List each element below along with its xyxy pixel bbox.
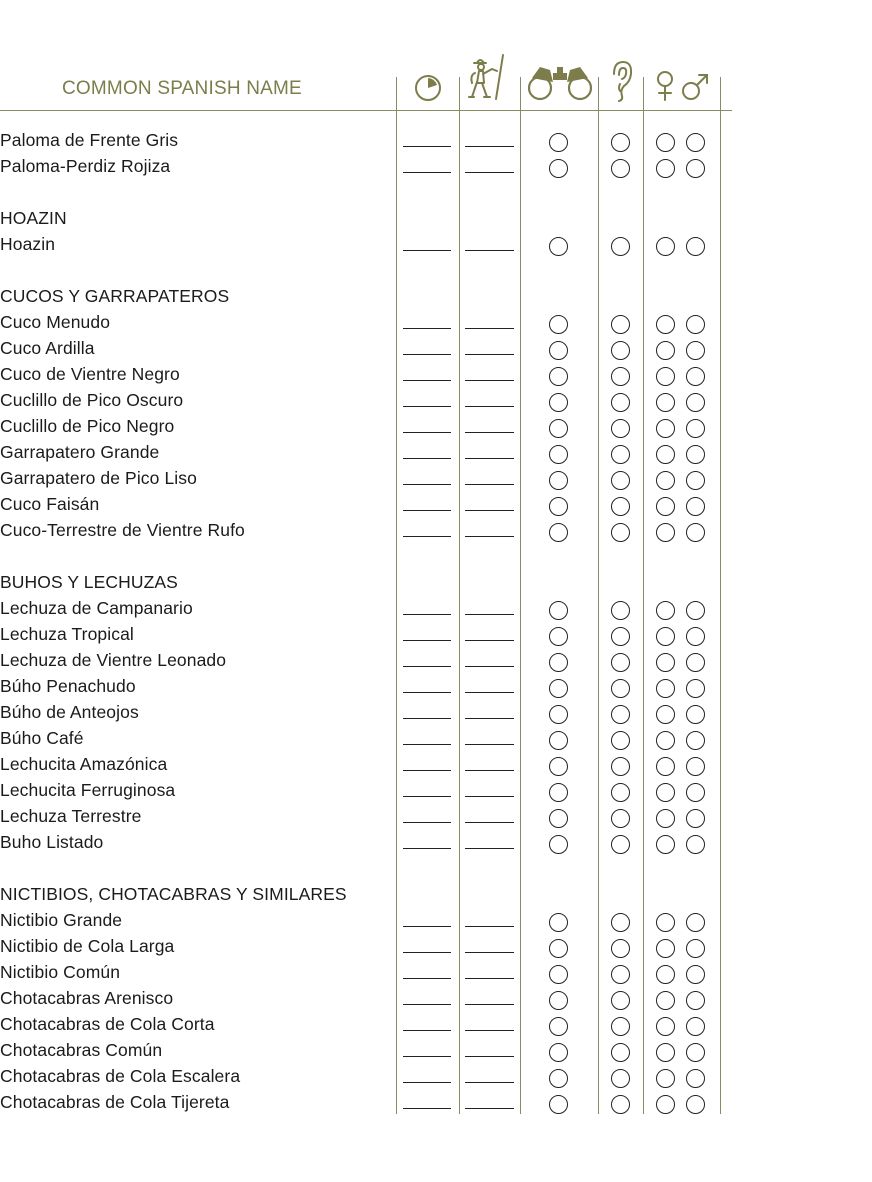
female-checkbox[interactable] xyxy=(656,1043,675,1062)
male-checkbox[interactable] xyxy=(686,731,705,750)
seen-checkbox[interactable] xyxy=(549,445,568,464)
species-row xyxy=(0,440,732,466)
species-row xyxy=(0,492,732,518)
location-blank[interactable] xyxy=(465,354,514,355)
male-checkbox[interactable] xyxy=(686,783,705,802)
group-header-row xyxy=(0,570,732,596)
location-blank[interactable] xyxy=(465,666,514,667)
species-row xyxy=(0,804,732,830)
female-checkbox[interactable] xyxy=(656,809,675,828)
heard-checkbox[interactable] xyxy=(611,1095,630,1114)
species-row xyxy=(0,700,732,726)
female-checkbox[interactable] xyxy=(656,237,675,256)
species-name: Lechucita Amazónica xyxy=(0,754,168,774)
female-checkbox[interactable] xyxy=(656,419,675,438)
male-checkbox[interactable] xyxy=(686,601,705,620)
species-row xyxy=(0,726,732,752)
species-name: Búho Penachudo xyxy=(0,676,136,696)
location-blank[interactable] xyxy=(465,718,514,719)
seen-checkbox[interactable] xyxy=(549,367,568,386)
species-row xyxy=(0,310,732,336)
ear-icon xyxy=(609,60,635,104)
female-checkbox[interactable] xyxy=(656,679,675,698)
heard-checkbox[interactable] xyxy=(611,237,630,256)
female-checkbox[interactable] xyxy=(656,1095,675,1114)
male-icon xyxy=(680,72,712,102)
seen-checkbox[interactable] xyxy=(549,341,568,360)
heard-checkbox[interactable] xyxy=(611,783,630,802)
male-checkbox[interactable] xyxy=(686,315,705,334)
time-blank[interactable] xyxy=(403,172,451,173)
location-blank[interactable] xyxy=(465,510,514,511)
location-blank[interactable] xyxy=(465,692,514,693)
species-row xyxy=(0,1090,732,1116)
heard-checkbox[interactable] xyxy=(611,991,630,1010)
location-blank[interactable] xyxy=(465,484,514,485)
seen-checkbox[interactable] xyxy=(549,471,568,490)
heard-checkbox[interactable] xyxy=(611,939,630,958)
species-name: Lechucita Ferruginosa xyxy=(0,780,176,800)
female-checkbox[interactable] xyxy=(656,653,675,672)
species-row xyxy=(0,622,732,648)
species-name: Nictibio Común xyxy=(0,962,121,982)
seen-checkbox[interactable] xyxy=(549,159,568,178)
heard-checkbox[interactable] xyxy=(611,1043,630,1062)
time-blank[interactable] xyxy=(403,666,451,667)
heard-checkbox[interactable] xyxy=(611,315,630,334)
female-checkbox[interactable] xyxy=(656,1069,675,1088)
time-blank[interactable] xyxy=(403,146,451,147)
species-row xyxy=(0,232,732,258)
species-name: Cuclillo de Pico Negro xyxy=(0,416,175,436)
female-checkbox[interactable] xyxy=(656,497,675,516)
seen-checkbox[interactable] xyxy=(549,809,568,828)
female-checkbox[interactable] xyxy=(656,367,675,386)
species-name: Chotacabras Arenisco xyxy=(0,988,174,1008)
male-checkbox[interactable] xyxy=(686,1095,705,1114)
species-name: Cuclillo de Pico Oscuro xyxy=(0,390,184,410)
seen-checkbox[interactable] xyxy=(549,419,568,438)
species-row xyxy=(0,414,732,440)
location-blank[interactable] xyxy=(465,536,514,537)
time-blank[interactable] xyxy=(403,250,451,251)
male-checkbox[interactable] xyxy=(686,497,705,516)
heard-checkbox[interactable] xyxy=(611,809,630,828)
location-blank[interactable] xyxy=(465,796,514,797)
time-blank[interactable] xyxy=(403,1108,451,1109)
group-header-row xyxy=(0,882,732,908)
time-blank[interactable] xyxy=(403,978,451,979)
location-blank[interactable] xyxy=(465,926,514,927)
species-name: Chotacabras de Cola Tijereta xyxy=(0,1092,230,1112)
time-blank[interactable] xyxy=(403,328,451,329)
time-blank[interactable] xyxy=(403,406,451,407)
species-row xyxy=(0,466,732,492)
female-checkbox[interactable] xyxy=(656,965,675,984)
seen-checkbox[interactable] xyxy=(549,1095,568,1114)
male-checkbox[interactable] xyxy=(686,445,705,464)
location-blank[interactable] xyxy=(465,1004,514,1005)
female-checkbox[interactable] xyxy=(656,913,675,932)
male-checkbox[interactable] xyxy=(686,965,705,984)
female-checkbox[interactable] xyxy=(656,133,675,152)
heard-checkbox[interactable] xyxy=(611,393,630,412)
location-blank[interactable] xyxy=(465,380,514,381)
heard-checkbox[interactable] xyxy=(611,445,630,464)
group-name: NICTIBIOS, CHOTACABRAS Y SIMILARES xyxy=(0,884,347,904)
seen-checkbox[interactable] xyxy=(549,1043,568,1062)
species-row xyxy=(0,778,732,804)
male-checkbox[interactable] xyxy=(686,653,705,672)
male-checkbox[interactable] xyxy=(686,1017,705,1036)
male-checkbox[interactable] xyxy=(686,991,705,1010)
location-blank[interactable] xyxy=(465,432,514,433)
seen-checkbox[interactable] xyxy=(549,393,568,412)
time-blank[interactable] xyxy=(403,432,451,433)
seen-checkbox[interactable] xyxy=(549,991,568,1010)
species-name: Buho Listado xyxy=(0,832,104,852)
heard-checkbox[interactable] xyxy=(611,341,630,360)
species-name: Búho de Anteojos xyxy=(0,702,139,722)
seen-checkbox[interactable] xyxy=(549,731,568,750)
male-checkbox[interactable] xyxy=(686,627,705,646)
heard-checkbox[interactable] xyxy=(611,757,630,776)
female-checkbox[interactable] xyxy=(656,627,675,646)
male-checkbox[interactable] xyxy=(686,1043,705,1062)
species-name: Lechuza de Vientre Leonado xyxy=(0,650,227,670)
female-checkbox[interactable] xyxy=(656,471,675,490)
female-checkbox[interactable] xyxy=(656,393,675,412)
group-name: HOAZIN xyxy=(0,208,67,228)
species-name: Lechuza Tropical xyxy=(0,624,134,644)
species-row xyxy=(0,674,732,700)
heard-checkbox[interactable] xyxy=(611,653,630,672)
seen-checkbox[interactable] xyxy=(549,939,568,958)
time-blank[interactable] xyxy=(403,848,451,849)
heard-checkbox[interactable] xyxy=(611,705,630,724)
species-row xyxy=(0,596,732,622)
species-row xyxy=(0,960,732,986)
female-checkbox[interactable] xyxy=(656,601,675,620)
male-checkbox[interactable] xyxy=(686,913,705,932)
location-blank[interactable] xyxy=(465,250,514,251)
species-row xyxy=(0,1038,732,1064)
species-row xyxy=(0,648,732,674)
female-checkbox[interactable] xyxy=(656,523,675,542)
location-blank[interactable] xyxy=(465,172,514,173)
species-row xyxy=(0,388,732,414)
seen-checkbox[interactable] xyxy=(549,315,568,334)
male-checkbox[interactable] xyxy=(686,393,705,412)
group-name: BUHOS Y LECHUZAS xyxy=(0,572,178,592)
female-checkbox[interactable] xyxy=(656,783,675,802)
heard-checkbox[interactable] xyxy=(611,679,630,698)
male-checkbox[interactable] xyxy=(686,835,705,854)
male-checkbox[interactable] xyxy=(686,133,705,152)
male-checkbox[interactable] xyxy=(686,523,705,542)
time-blank[interactable] xyxy=(403,1030,451,1031)
seen-checkbox[interactable] xyxy=(549,913,568,932)
time-blank[interactable] xyxy=(403,458,451,459)
male-checkbox[interactable] xyxy=(686,809,705,828)
clock-icon xyxy=(413,73,443,103)
group-header-row xyxy=(0,284,732,310)
species-row xyxy=(0,362,732,388)
time-blank[interactable] xyxy=(403,536,451,537)
seen-checkbox[interactable] xyxy=(549,133,568,152)
location-blank[interactable] xyxy=(465,328,514,329)
group-header-row xyxy=(0,206,732,232)
heard-checkbox[interactable] xyxy=(611,627,630,646)
species-row xyxy=(0,336,732,362)
species-row xyxy=(0,752,732,778)
seen-checkbox[interactable] xyxy=(549,627,568,646)
time-blank[interactable] xyxy=(403,614,451,615)
location-blank[interactable] xyxy=(465,406,514,407)
location-blank[interactable] xyxy=(465,848,514,849)
species-name: Cuco-Terrestre de Vientre Rufo xyxy=(0,520,245,540)
seen-checkbox[interactable] xyxy=(549,757,568,776)
male-checkbox[interactable] xyxy=(686,1069,705,1088)
group-name: CUCOS Y GARRAPATEROS xyxy=(0,286,230,306)
time-blank[interactable] xyxy=(403,640,451,641)
heard-checkbox[interactable] xyxy=(611,133,630,152)
time-blank[interactable] xyxy=(403,484,451,485)
time-blank[interactable] xyxy=(403,744,451,745)
heard-checkbox[interactable] xyxy=(611,497,630,516)
species-row xyxy=(0,128,732,154)
heard-checkbox[interactable] xyxy=(611,965,630,984)
female-checkbox[interactable] xyxy=(656,1017,675,1036)
male-checkbox[interactable] xyxy=(686,705,705,724)
species-row xyxy=(0,934,732,960)
location-blank[interactable] xyxy=(465,640,514,641)
time-blank[interactable] xyxy=(403,822,451,823)
species-row xyxy=(0,1012,732,1038)
heard-checkbox[interactable] xyxy=(611,835,630,854)
seen-checkbox[interactable] xyxy=(549,965,568,984)
seen-checkbox[interactable] xyxy=(549,705,568,724)
species-row xyxy=(0,518,732,544)
heard-checkbox[interactable] xyxy=(611,159,630,178)
header-rule xyxy=(0,110,732,111)
seen-checkbox[interactable] xyxy=(549,783,568,802)
species-row xyxy=(0,986,732,1012)
female-icon xyxy=(654,70,676,102)
seen-checkbox[interactable] xyxy=(549,679,568,698)
time-blank[interactable] xyxy=(403,354,451,355)
male-checkbox[interactable] xyxy=(686,159,705,178)
seen-checkbox[interactable] xyxy=(549,835,568,854)
time-blank[interactable] xyxy=(403,796,451,797)
species-name: Paloma de Frente Gris xyxy=(0,130,179,150)
species-name: Garrapatero de Pico Liso xyxy=(0,468,197,488)
heard-checkbox[interactable] xyxy=(611,601,630,620)
heard-checkbox[interactable] xyxy=(611,523,630,542)
seen-checkbox[interactable] xyxy=(549,523,568,542)
heard-checkbox[interactable] xyxy=(611,367,630,386)
seen-checkbox[interactable] xyxy=(549,601,568,620)
female-checkbox[interactable] xyxy=(656,731,675,750)
female-checkbox[interactable] xyxy=(656,991,675,1010)
location-blank[interactable] xyxy=(465,822,514,823)
time-blank[interactable] xyxy=(403,692,451,693)
female-checkbox[interactable] xyxy=(656,445,675,464)
heard-checkbox[interactable] xyxy=(611,1017,630,1036)
species-name: Chotacabras de Cola Escalera xyxy=(0,1066,241,1086)
heard-checkbox[interactable] xyxy=(611,731,630,750)
location-blank[interactable] xyxy=(465,614,514,615)
male-checkbox[interactable] xyxy=(686,939,705,958)
time-blank[interactable] xyxy=(403,1004,451,1005)
species-name: Cuco Menudo xyxy=(0,312,111,332)
species-name: Cuco Ardilla xyxy=(0,338,95,358)
species-name: Cuco de Vientre Negro xyxy=(0,364,180,384)
species-name: Chotacabras de Cola Corta xyxy=(0,1014,215,1034)
male-checkbox[interactable] xyxy=(686,419,705,438)
location-blank[interactable] xyxy=(465,952,514,953)
female-checkbox[interactable] xyxy=(656,939,675,958)
species-name: Chotacabras Común xyxy=(0,1040,163,1060)
species-name: Lechuza de Campanario xyxy=(0,598,193,618)
female-checkbox[interactable] xyxy=(656,341,675,360)
seen-checkbox[interactable] xyxy=(549,497,568,516)
seen-checkbox[interactable] xyxy=(549,653,568,672)
time-blank[interactable] xyxy=(403,770,451,771)
seen-checkbox[interactable] xyxy=(549,1069,568,1088)
time-blank[interactable] xyxy=(403,952,451,953)
heard-checkbox[interactable] xyxy=(611,419,630,438)
species-name: Paloma-Perdiz Rojiza xyxy=(0,156,171,176)
location-blank[interactable] xyxy=(465,978,514,979)
species-name: Garrapatero Grande xyxy=(0,442,160,462)
male-checkbox[interactable] xyxy=(686,679,705,698)
male-checkbox[interactable] xyxy=(686,757,705,776)
location-blank[interactable] xyxy=(465,1082,514,1083)
time-blank[interactable] xyxy=(403,718,451,719)
location-blank[interactable] xyxy=(465,770,514,771)
binoculars-icon xyxy=(526,64,594,102)
female-checkbox[interactable] xyxy=(656,757,675,776)
female-checkbox[interactable] xyxy=(656,835,675,854)
species-name: Hoazin xyxy=(0,234,56,254)
location-blank[interactable] xyxy=(465,458,514,459)
male-checkbox[interactable] xyxy=(686,237,705,256)
species-row xyxy=(0,830,732,856)
male-checkbox[interactable] xyxy=(686,341,705,360)
species-name: Lechuza Terrestre xyxy=(0,806,142,826)
hiker-icon xyxy=(466,53,506,103)
male-checkbox[interactable] xyxy=(686,471,705,490)
location-blank[interactable] xyxy=(465,1056,514,1057)
seen-checkbox[interactable] xyxy=(549,1017,568,1036)
species-row xyxy=(0,154,732,180)
time-blank[interactable] xyxy=(403,1082,451,1083)
female-checkbox[interactable] xyxy=(656,315,675,334)
heard-checkbox[interactable] xyxy=(611,1069,630,1088)
species-name: Cuco Faisán xyxy=(0,494,100,514)
time-blank[interactable] xyxy=(403,1056,451,1057)
location-blank[interactable] xyxy=(465,146,514,147)
male-checkbox[interactable] xyxy=(686,367,705,386)
location-blank[interactable] xyxy=(465,744,514,745)
heard-checkbox[interactable] xyxy=(611,471,630,490)
species-name: Búho Café xyxy=(0,728,84,748)
seen-checkbox[interactable] xyxy=(549,237,568,256)
location-blank[interactable] xyxy=(465,1030,514,1031)
species-row xyxy=(0,1064,732,1090)
heard-checkbox[interactable] xyxy=(611,913,630,932)
time-blank[interactable] xyxy=(403,380,451,381)
column-header-common-spanish-name: COMMON SPANISH NAME xyxy=(62,78,302,99)
time-blank[interactable] xyxy=(403,926,451,927)
species-name: Nictibio de Cola Larga xyxy=(0,936,175,956)
time-blank[interactable] xyxy=(403,510,451,511)
female-checkbox[interactable] xyxy=(656,705,675,724)
species-name: Nictibio Grande xyxy=(0,910,123,930)
female-checkbox[interactable] xyxy=(656,159,675,178)
species-row xyxy=(0,908,732,934)
location-blank[interactable] xyxy=(465,1108,514,1109)
